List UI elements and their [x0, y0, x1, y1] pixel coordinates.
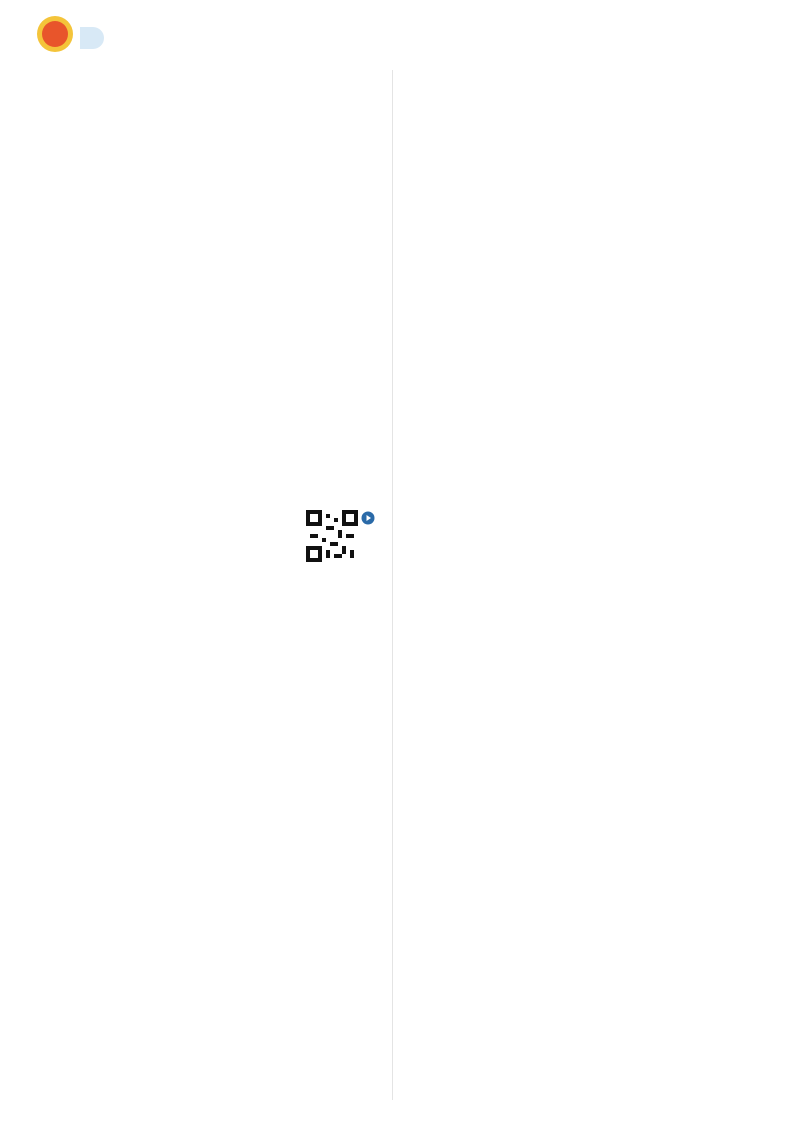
- qr-code-graphic: [306, 510, 358, 562]
- brand-logo: [32, 14, 78, 54]
- column-divider: [392, 70, 393, 1100]
- qr-code[interactable]: [306, 510, 358, 562]
- brand-tag: [80, 27, 104, 49]
- brand-logo-graphic: [32, 14, 78, 54]
- play-icon[interactable]: [361, 511, 375, 525]
